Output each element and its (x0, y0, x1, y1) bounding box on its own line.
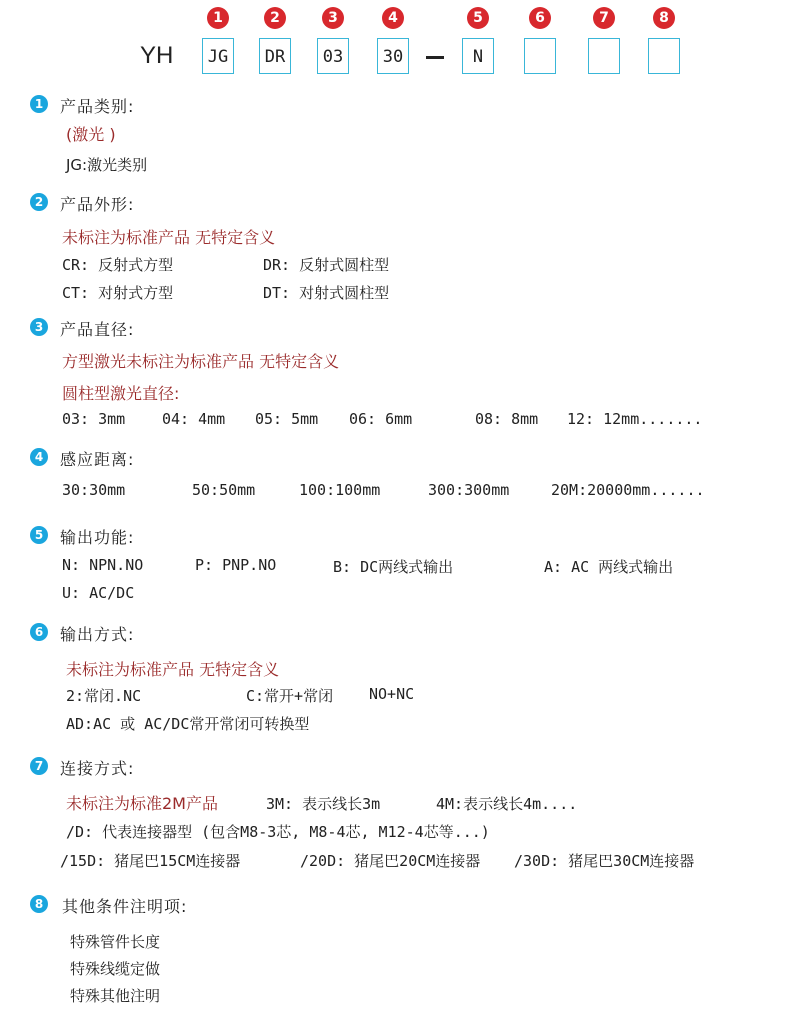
section-7-badge: 7 (30, 757, 48, 775)
dash-separator (426, 56, 444, 59)
section-7-item: /15D: 猪尾巴15CM连接器 (60, 852, 241, 870)
section-6-note: 未标注为标准产品 无特定含义 (66, 660, 280, 679)
section-6-badge: 6 (30, 623, 48, 641)
section-3-item: 05: 5mm (255, 410, 319, 428)
code-box-8 (648, 38, 680, 74)
section-4-badge: 4 (30, 448, 48, 466)
section-4-title: 感应距离: (60, 450, 135, 469)
section-7-item: /D: 代表连接器型 (包含M8-3芯, M8-4芯, M12-4芯等...) (66, 823, 490, 841)
section-2-note: 未标注为标准产品 无特定含义 (62, 228, 276, 247)
section-1-title: 产品类别: (60, 97, 135, 116)
section-7-item: /20D: 猪尾巴20CM连接器 (300, 852, 481, 870)
section-5-item: B: DC两线式输出 (333, 558, 454, 576)
section-3-note-2: 圆柱型激光直径: (62, 384, 180, 403)
section-3-item: 03: 3mm (62, 410, 126, 428)
code-box-3: 03 (317, 38, 349, 74)
section-2-title: 产品外形: (60, 195, 135, 214)
section-6-title: 输出方式: (60, 625, 135, 644)
number-6-badge: 6 (529, 7, 551, 29)
section-3-badge: 3 (30, 318, 48, 336)
section-3-note: 方型激光未标注为标准产品 无特定含义 (62, 352, 340, 371)
section-4-item: 100:100mm (299, 481, 381, 499)
model-prefix: YH (140, 42, 174, 69)
section-4-item: 50:50mm (192, 481, 256, 499)
section-3-item: 08: 8mm (475, 410, 539, 428)
section-6-item: AD:AC 或 AC/DC常开常闭可转换型 (66, 715, 310, 733)
section-2-item: DT: 对射式圆柱型 (263, 284, 390, 302)
number-1-badge: 1 (207, 7, 229, 29)
section-8-badge: 8 (30, 895, 48, 913)
section-7-item: 3M: 表示线长3m (266, 795, 381, 813)
section-8-item: 特殊其他注明 (70, 987, 161, 1005)
section-7-item: /30D: 猪尾巴30CM连接器 (514, 852, 695, 870)
section-5-badge: 5 (30, 526, 48, 544)
number-3-badge: 3 (322, 7, 344, 29)
section-3-item: 04: 4mm (162, 410, 226, 428)
section-7-item: 4M:表示线长4m.... (436, 795, 578, 813)
section-5-title: 输出功能: (60, 528, 135, 547)
section-6-item: NO+NC (369, 685, 415, 703)
section-7-title: 连接方式: (60, 759, 135, 778)
number-5-badge: 5 (467, 7, 489, 29)
section-7-note: 未标注为标准2M产品 (66, 794, 218, 813)
number-2-badge: 2 (264, 7, 286, 29)
section-3-item: 12: 12mm....... (567, 410, 703, 428)
section-2-item: CT: 对射式方型 (62, 284, 174, 302)
section-2-badge: 2 (30, 193, 48, 211)
section-4-item: 20M:20000mm...... (551, 481, 705, 499)
section-8-item: 特殊线缆定做 (70, 960, 161, 978)
section-6-item: 2:常闭.NC (66, 687, 142, 705)
code-box-6 (524, 38, 556, 74)
section-1-note: (激光 ) (66, 125, 116, 144)
number-8-badge: 8 (653, 7, 675, 29)
code-box-5: N (462, 38, 494, 74)
section-3-title: 产品直径: (60, 320, 135, 339)
section-6-item: C:常开+常闭 (246, 687, 334, 705)
section-2-item: DR: 反射式圆柱型 (263, 256, 390, 274)
number-7-badge: 7 (593, 7, 615, 29)
code-box-4: 30 (377, 38, 409, 74)
code-box-2: DR (259, 38, 291, 74)
section-8-item: 特殊管件长度 (70, 933, 161, 951)
section-5-item: U: AC/DC (62, 584, 135, 602)
section-5-item: P: PNP.NO (195, 556, 277, 574)
section-2-item: CR: 反射式方型 (62, 256, 174, 274)
section-3-item: 06: 6mm (349, 410, 413, 428)
section-4-item: 300:300mm (428, 481, 510, 499)
section-8-title: 其他条件注明项: (62, 897, 188, 916)
code-box-1: JG (202, 38, 234, 74)
section-1-item: JG:激光类别 (66, 156, 148, 174)
section-5-item: A: AC 两线式输出 (544, 558, 674, 576)
number-4-badge: 4 (382, 7, 404, 29)
section-4-item: 30:30mm (62, 481, 126, 499)
section-5-item: N: NPN.NO (62, 556, 144, 574)
code-box-7 (588, 38, 620, 74)
section-1-badge: 1 (30, 95, 48, 113)
